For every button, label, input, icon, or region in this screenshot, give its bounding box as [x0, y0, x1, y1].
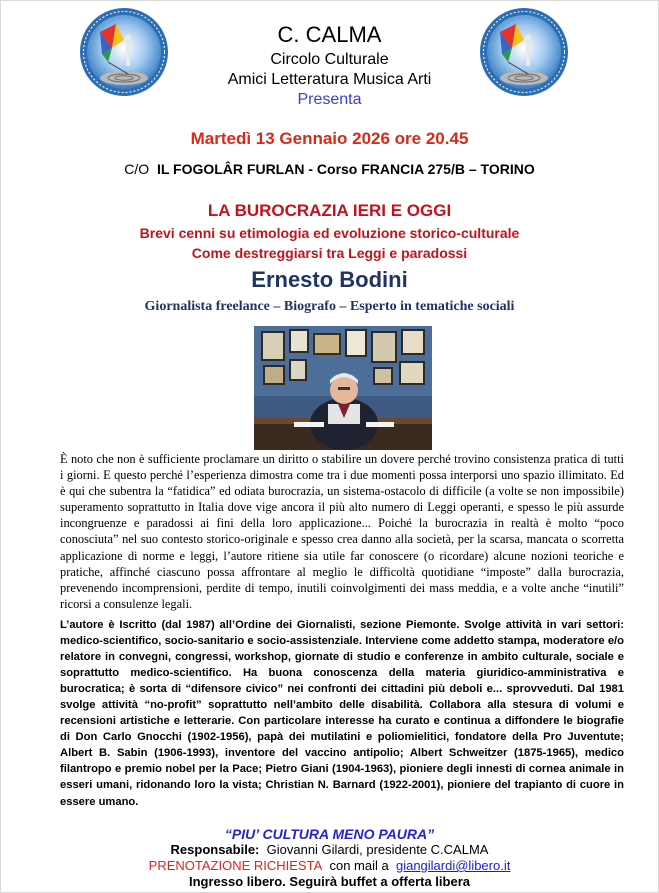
speaker-photo	[254, 326, 432, 450]
org-tagline: Amici Letteratura Musica Arti	[227, 71, 432, 88]
booking-line	[0, 858, 659, 874]
author-bio-paragraph: L’autore è Iscritto (dal 1987) all’Ordine dei Giornalisti, sezione Piemonte. Svolge attività in vari settori: medico-scientifico, socio-sanitario e socio-assistenziale. Interviene come addetto stampa, moderatore e/o relatore in convegni, congressi, workshop, giornate di studio e conferenze in ambito culturale, sociale e soprattutto medico-scientifico. Ha buona conoscenza della materia giuridico-amministrativa e burocratica; è sorta di “difensore civico” nei confronti dei cittadini più deboli e... sprovveduti. Dal 1981 svolge attività “no-profit” soprattutto nell’ambito delle disabilità. Collabora alla stesura di volumi e recensioni artistiche e letterarie. Con particolare interesse ha curato e continua a diffondere le biografie di Don Carlo Gnocchi (1902-1956), papà dei mutilatini e poliomielitici, fondatore della Pro Juventute; Albert B. Sabin (1906-1993), inventore del vaccino antipolio; Albert Schweitzer (1875-1965), medico filantropo e premio nobel per la Pace; Pietro Giani (1904-1963), pioniere degli innesti di cornea animale in esseri umani, ridonando loro la vista; Christian N. Barnard (1922-2001), pioniere del trapianto di cuore in essere umano.	[60, 619, 624, 808]
org-name: C. CALMA	[277, 22, 382, 47]
presenta-label: Presenta	[297, 91, 362, 108]
speaker-role: Giornalista freelance – Biografo – Esperto in tematiche sociali	[144, 299, 515, 314]
responsible-label: Responsabile:	[170, 842, 260, 857]
intro-paragraph: È noto che non è sufficiente proclamare un diritto o stabilire un dovere perché trovino consistenza pratica di tutti i giorni. E questo perché l’esperienza dimostra come tra i due momenti possa interporsi uno spazio illimitato. Ed è qui che subentra la “fatidica” ed odiata burocrazia, un sistema-ostacolo di difficile (a volte se non impossibile) superamento soprattutto in Italia dove vige ancora il più alto numero di Leggi operanti, e spesso le più assurde incongruenze e paradossi ai fini della loro applicazione... Poiché la burocrazia in realtà è molto “poco conosciuta” nel suo contesto storico-originale e spesso crea danno alla società, per la scarsa, mancata o scorretta applicazione di norme e leggi, l’autore ritiene sia utile far conoscere (o ricordare) alcune nozioni teoriche e pratiche, affinché ciascuno possa affrontare al meglio le difficoltà quotidiane “imposte” dalla burocrazia, prevenendo incomprensioni, perdite di tempo, inutili coinvolgimenti dei mass meddia, e a volte anche “inutili” ricorsi a consulenze legali.	[60, 452, 624, 611]
speaker-name: Ernesto Bodini	[251, 267, 408, 292]
slogan: “PIU’ CULTURA MENO PAURA”	[224, 826, 435, 842]
responsible-line	[0, 842, 659, 858]
booking-text: con mail a	[329, 858, 389, 873]
org-subtitle: Circolo Culturale	[270, 51, 389, 68]
entry-info: Ingresso libero. Seguirà buffet a offerta libera	[188, 874, 470, 889]
talk-title: LA BUROCRAZIA IERI E OGGI	[207, 201, 452, 220]
booking-required: PRENOTAZIONE RICHIESTA	[148, 858, 323, 873]
venue-line	[0, 160, 659, 178]
event-date: Martedì 13 Gennaio 2026 ore 20.45	[190, 129, 469, 148]
venue-prefix: C/O	[124, 161, 150, 177]
talk-subtitle-1: Brevi cenni su etimologia ed evoluzione storico-culturale	[139, 225, 520, 241]
venue-address: IL FOGOLÂR FURLAN - Corso FRANCIA 275/B – TORINO	[156, 161, 535, 177]
responsible-name: Giovanni Gilardi, presidente C.CALMA	[266, 842, 489, 857]
email-link[interactable]: giangilardi@libero.it	[395, 858, 511, 873]
talk-subtitle-2: Come destreggiarsi tra Leggi e paradossi	[191, 245, 468, 261]
